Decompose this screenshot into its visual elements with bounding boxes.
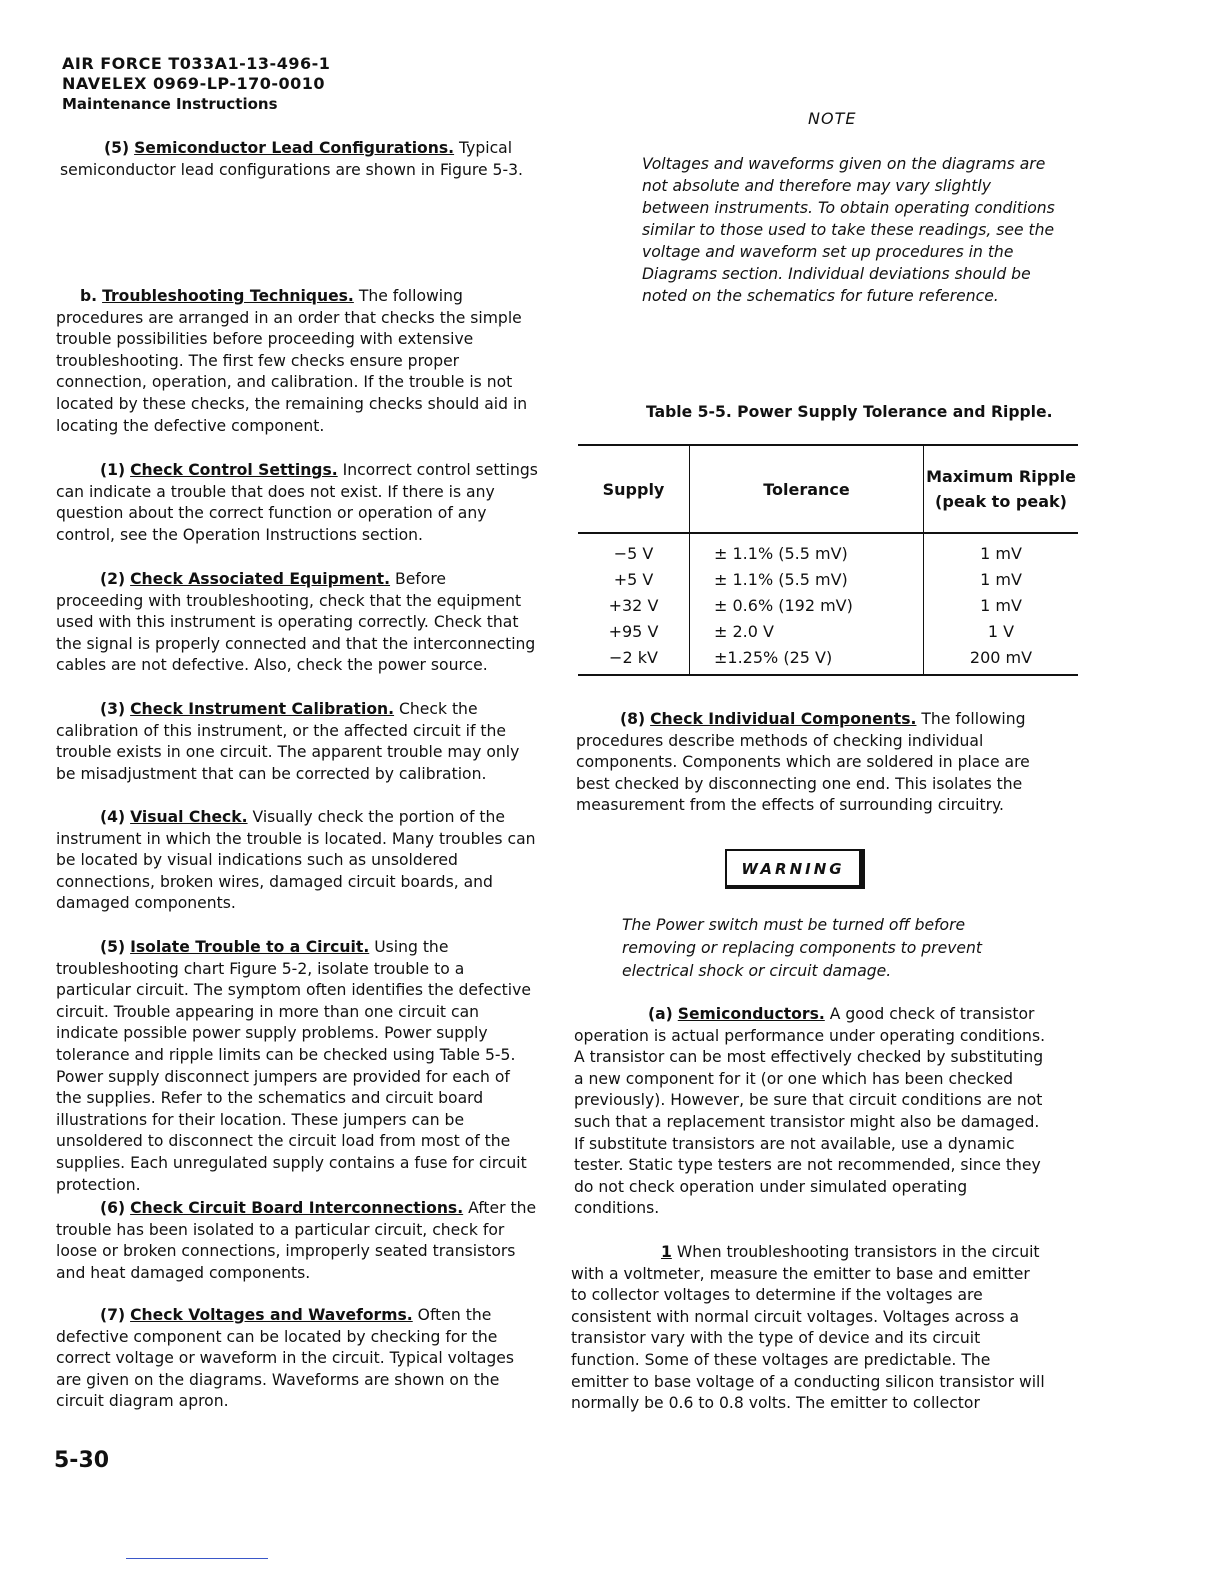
para-number: 1: [661, 1243, 672, 1261]
column-header-tolerance: Tolerance: [690, 445, 924, 533]
para-number: (7): [100, 1306, 126, 1324]
header-air-force-number: AIR FORCE T033A1-13-496-1: [62, 54, 331, 73]
cell-ripple: 1 V: [987, 621, 1015, 641]
cell-tolerance: ± 1.1% (5.5 mV): [690, 533, 924, 566]
cell-supply: +95 V: [578, 618, 690, 644]
para-number: (2): [100, 570, 126, 588]
power-supply-table: [578, 444, 1078, 676]
para-text: The following procedures describe methods of checking individual components. Components which are soldered in place are best checked by disconnecting one end. This isolates the measurement from the effects of surrounding circuitry.: [576, 710, 1030, 815]
para-text: After the trouble has been isolated to a particular circuit, check for loose or broken connections, improperly seated transistors and heat damaged components.: [56, 1199, 537, 1282]
para-check-associated-equipment: [56, 569, 538, 677]
table-row: [578, 644, 1078, 675]
table-row: [578, 592, 1078, 618]
para-semiconductors: [574, 1004, 1054, 1220]
para-number: (1): [100, 461, 126, 479]
para-text: Incorrect control settings can indicate a trouble that does not exist. If there is any question about the correct function or operation of any control, see the Operation Instructions section.: [56, 461, 538, 544]
para-number: b.: [80, 287, 98, 305]
para-title: Check Instrument Calibration.: [130, 700, 395, 718]
para-number: (3): [100, 700, 126, 718]
para-title: Check Circuit Board Interconnections.: [130, 1199, 464, 1217]
para-number: (a): [648, 1005, 673, 1023]
para-title: Check Associated Equipment.: [130, 570, 391, 588]
para-visual-check: [56, 807, 538, 915]
column-header-supply: Supply: [578, 445, 690, 533]
para-title: Troubleshooting Techniques.: [102, 287, 354, 305]
para-number: (8): [620, 710, 646, 728]
para-title: Isolate Trouble to a Circuit.: [130, 938, 370, 956]
column-header-ripple: Maximum Ripple (peak to peak): [924, 445, 1079, 533]
para-text: Often the defective component can be located by checking for the correct voltage or waveform in the circuit. Typical voltages are given on the diagrams. Waveforms are shown on the circuit diagram apron.: [56, 1306, 515, 1411]
cell-ripple: 1 mV: [980, 569, 1022, 589]
note-title: NOTE: [808, 109, 857, 128]
para-number: (6): [100, 1199, 126, 1217]
document-header: [62, 54, 330, 114]
para-check-control-settings: [56, 460, 538, 546]
para-check-individual-components: [576, 709, 1054, 817]
header-navelex-number: NAVELEX 0969-LP-170-0010: [62, 74, 326, 93]
cell-supply: +5 V: [578, 566, 690, 592]
page-number: 5-30: [54, 1448, 110, 1473]
cell-tolerance: ± 0.6% (192 mV): [690, 592, 924, 618]
cell-ripple: 1 mV: [980, 595, 1022, 615]
para-title: Check Control Settings.: [130, 461, 338, 479]
para-text: Visually check the portion of the instrument in which the trouble is located. Many troubles can be located by visual indications such as unsoldered connections, broken wires, damaged circuit boards, and damaged components.: [56, 808, 536, 913]
para-isolate-trouble: [56, 937, 538, 1196]
para-transistor-voltmeter: [571, 1242, 1047, 1415]
cell-supply: +32 V: [578, 592, 690, 618]
table-row: [578, 533, 1078, 566]
header-section-title: Maintenance Instructions: [62, 95, 278, 113]
para-text: The following procedures are arranged in an order that checks the simple trouble possibilities before proceeding with extensive troubleshooting. The first few checks ensure proper connection, operation, and calibration. If the trouble is not located by these checks, the remaining checks should aid in locating the defective component.: [56, 287, 528, 435]
warning-text: The Power switch must be turned off before removing or replacing components to prevent electrical shock or circuit damage.: [622, 916, 983, 980]
para-troubleshooting-techniques: [56, 286, 538, 437]
table-header-row: [578, 445, 1078, 533]
para-check-voltages-waveforms: [56, 1305, 538, 1413]
para-check-instrument-calibration: [56, 699, 538, 785]
para-number: (5): [104, 139, 130, 157]
cell-supply: −5 V: [578, 533, 690, 566]
para-number: (4): [100, 808, 126, 826]
para-title: Semiconductors.: [677, 1005, 825, 1023]
cell-supply: −2 kV: [578, 644, 690, 675]
para-text: Typical semiconductor lead configurations are shown in Figure 5-3.: [60, 139, 523, 179]
table-row: [578, 618, 1078, 644]
para-title: Check Voltages and Waveforms.: [130, 1306, 413, 1324]
table-caption: Table 5-5. Power Supply Tolerance and Ripple.: [646, 403, 1053, 421]
footer-rule: [126, 1558, 268, 1559]
cell-tolerance: ± 2.0 V: [690, 618, 924, 644]
warning-label: WARNING: [725, 849, 865, 889]
para-semiconductor-lead: [60, 138, 536, 181]
cell-tolerance: ± 1.1% (5.5 mV): [690, 566, 924, 592]
para-text: Using the troubleshooting chart Figure 5-2, isolate trouble to a particular circuit. The symptom often identifies the defective circuit. Trouble appearing in more than one circuit can indicate possible power supply problems. Power supply tolerance and ripple limits can be checked using Table 5-5. Power supply disconnect jumpers are provided for each of the supplies. Refer to the schematics and circuit board illustrations for their location. These jumpers can be unsoldered to disconnect the circuit load from most of the supplies. Each unregulated supply contains a fuse for circuit protection.: [56, 938, 531, 1194]
cell-ripple: 1 mV: [980, 543, 1022, 563]
para-check-board-interconnections: [56, 1198, 538, 1284]
cell-tolerance: ±1.25% (25 V): [690, 644, 924, 675]
para-text: A good check of transistor operation is actual performance under operating conditions. A transistor can be most effectively checked by substituting a new component for it (or one which has been checked previously). However, be sure that circuit conditions are not such that a replacement transistor might also be damaged. If substitute transistors are not available, use a dynamic tester. Static type testers are not recommended, since they do not check operation under simulated operating conditions.: [574, 1005, 1046, 1218]
para-number: (5): [100, 938, 126, 956]
para-text: Before proceeding with troubleshooting, check that the equipment used with this instrument is operating correctly. Check that the signal is properly connected and that the interconnecting cables are not defective. Also, check the power source.: [56, 570, 536, 675]
table-row: [578, 566, 1078, 592]
para-title: Visual Check.: [130, 808, 248, 826]
para-title: Check Individual Components.: [650, 710, 917, 728]
note-text: Voltages and waveforms given on the diagrams are not absolute and therefore may vary slightly between instruments. To obtain operating conditions similar to those used to take these readings, see the voltage and waveform set up procedures in the Diagrams section. Individual deviations should be noted on the schematics for future reference.: [642, 155, 1055, 305]
para-text: Check the calibration of this instrument, or the affected circuit if the trouble exists in one circuit. The apparent trouble may only be misadjustment that can be corrected by calibration.: [56, 700, 520, 783]
para-title: Semiconductor Lead Configurations.: [134, 139, 455, 157]
cell-ripple: 200 mV: [969, 647, 1033, 667]
para-text: When troubleshooting transistors in the circuit with a voltmeter, measure the emitter to base and emitter to collector voltages to determine if the voltages are consistent with normal circuit voltages. Voltages across a transistor vary with the type of device and its circuit function. Some of these voltages are predictable. The emitter to base voltage of a conducting silicon transistor will normally be 0.6 to 0.8 volts. The emitter to collector: [571, 1243, 1045, 1413]
